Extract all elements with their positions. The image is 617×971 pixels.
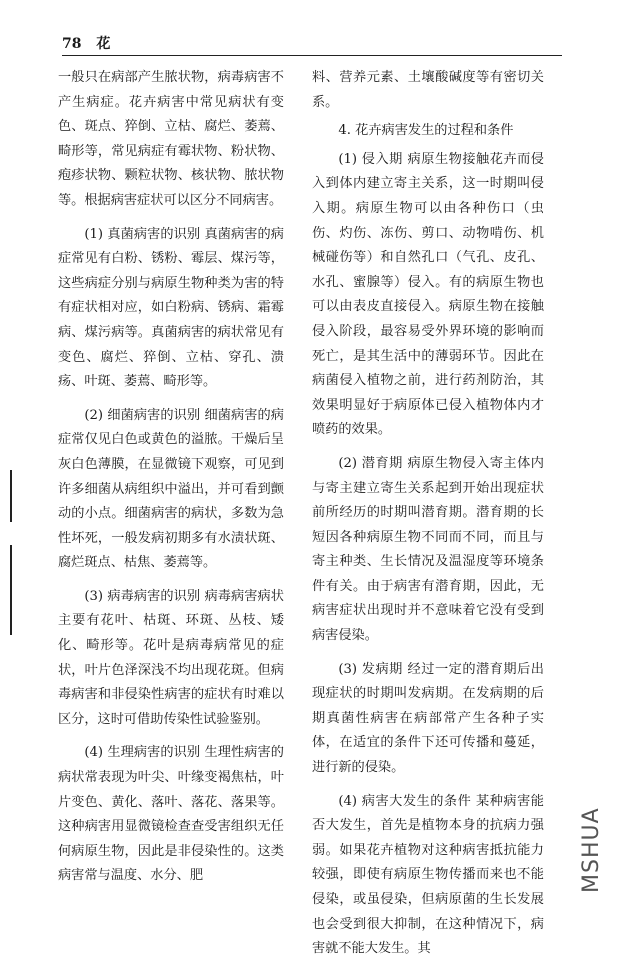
paragraph-continuation: 料、营养元素、土壤酸碱度等有密切关系。	[312, 70, 544, 110]
left-column	[58, 66, 284, 898]
page-number: 78	[62, 36, 82, 52]
paragraph: (3) 发病期 经过一定的潜育期后出现症状的时期叫发病期。在发病期的后期真菌性病害在病部常产生各种子实体，在适宜的条件下还可传播和蔓延，进行新的侵染。	[312, 661, 544, 776]
paragraph: (1) 真菌病害的识别 真菌病害的病症常见有白粉、锈粉、霉层、煤污等，这些病症分别与病原生物种类为害的特有症状相对应，如白粉病、锈病、霜霉病、煤污病等。真菌病害的病状常见有变色、腐烂、猝倒、立枯、穿孔、溃疡、叶斑、萎蔫、畸形等。	[58, 226, 284, 390]
page-header	[62, 33, 562, 55]
paragraph: 一般只在病部产生脓状物，病毒病害不产生病症。花卉病害中常见病状有变色、斑点、猝倒、立枯、腐烂、萎蔫、畸形等，常见病症有霉状物、粉状物、疱疹状物、颗粒状物、核状物、脓状物等。根据病害症状可以区分不同病害。	[58, 70, 284, 208]
paragraph: (1) 侵入期 病原生物接触花卉而侵入到体内建立寄主关系，这一时期叫侵入期。病原生物可以由各种伤口（虫伤、灼伤、冻伤、剪口、动物啃伤、机械碰伤等）和自然孔口（气孔、皮孔、水孔、蜜腺等）侵入。有的病原生物也可以由表皮直接侵入。病原生物在接触侵入阶段，最容易受外界环境的影响而死亡，是其生活中的薄弱环节。因此在病菌侵入植物之前，进行药剂防治，其效果明显好于病原体已侵入植物体内才喷药的效果。	[312, 151, 544, 438]
right-column	[312, 66, 544, 971]
watermark: MSHUA	[579, 807, 604, 893]
scan-margin-mark	[10, 545, 12, 635]
header-rule	[62, 55, 562, 56]
paragraph: (2) 潜育期 病原生物侵入寄主体内与寄主建立寄生关系起到开始出现症状前所经历的时期叫潜育期。潜育期的长短因各种病原生物不同而不同，而且与寄主种类、生长情况及温湿度等环境条件有关。由于病害有潜育期，因此，无病害症状出现时并不意味着它没有受到病害侵染。	[312, 455, 544, 644]
scan-margin-mark	[10, 470, 12, 522]
paragraph: (2) 细菌病害的识别 细菌病害的病症常仅见白色或黄色的溢脓。干燥后呈灰白色薄膜，在显微镜下观察，可见到许多细菌从病组织中溢出，并可看到颤动的小点。细菌病害的病状，多数为急性坏死，一般发病初期多有水渍状斑、腐烂斑点、枯焦、萎蔫等。	[58, 407, 284, 571]
section-heading: 4. 花卉病害发生的过程和条件	[338, 123, 514, 139]
running-title: 花	[96, 36, 111, 52]
paragraph: (4) 病害大发生的条件 某种病害能否大发生，首先是植物本身的抗病力强弱。如果花卉植物对这种病害抵抗能力较强，即使有病原生物传播而来也不能侵染，或虽侵染，但病原菌的生长发展也会受到很大抑制，在这种情况下，病害就不能大发生。其	[312, 793, 544, 957]
paragraph: (4) 生理病害的识别 生理性病害的病状常表现为叶尖、叶缘变褐焦枯，叶片变色、黄化、落叶、落花、落果等。这种病害用显微镜检查查受害组织无任何病原生物，因此是非侵染性的。这类病害常与温度、水分、肥	[58, 745, 284, 884]
paragraph: (3) 病毒病害的识别 病毒病害病状主要有花叶、枯斑、环斑、丛枝、矮化、畸形等。花叶是病毒病常见的症状，叶片色泽深浅不均出现花斑。但病毒病害和非侵染性病害的症状有时难以区分，这时可借助传染性试验鉴别。	[58, 588, 284, 727]
